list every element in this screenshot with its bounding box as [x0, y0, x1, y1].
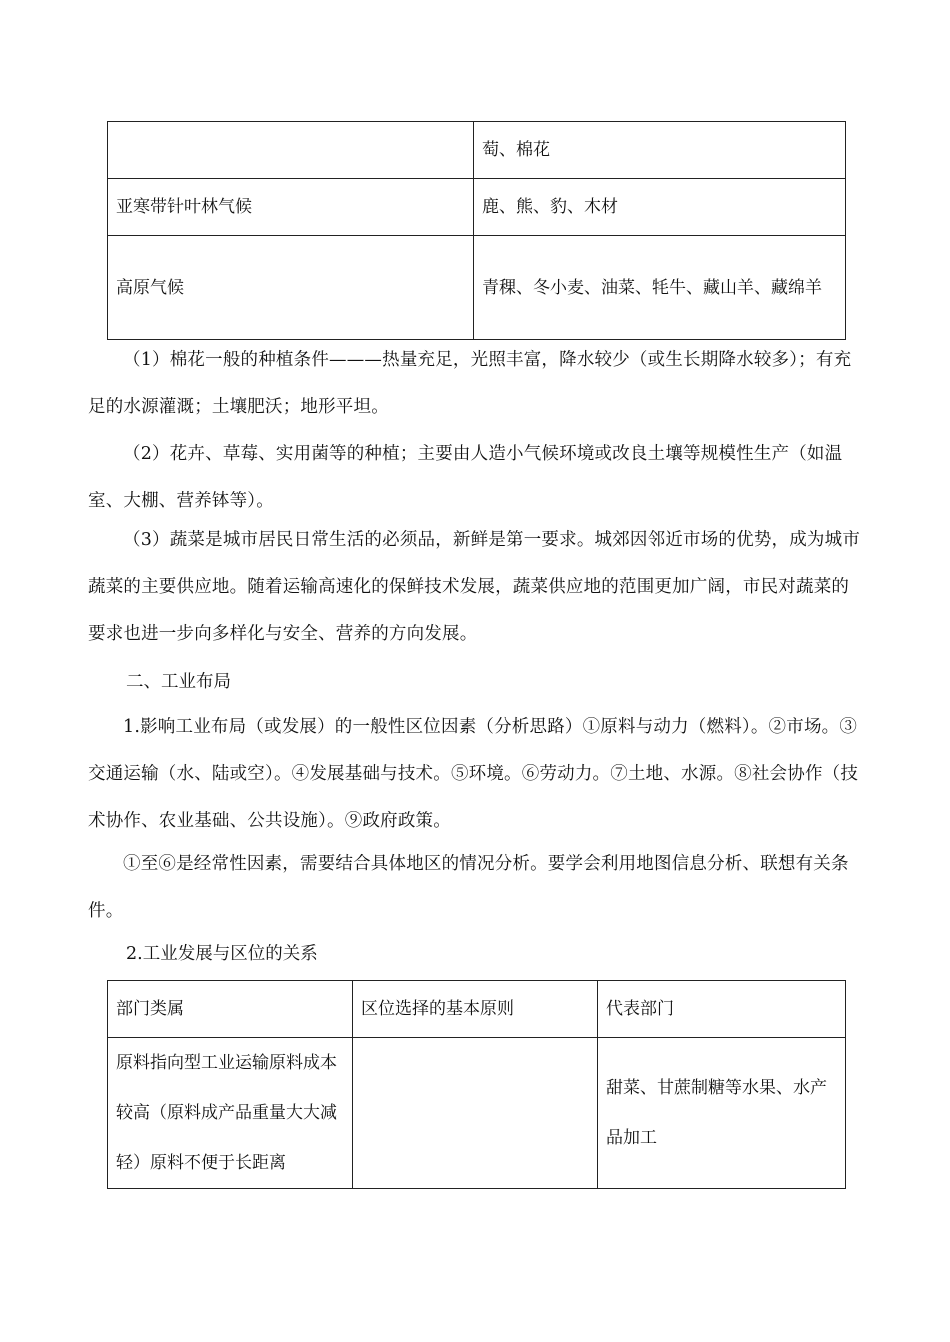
table-row — [108, 236, 846, 340]
paragraph-flowers: （2）花卉、草莓、实用菌等的种植；主要由人造小气候环境或改良土壤等规模性生产（如温室、大棚、营养钵等）。 — [88, 444, 843, 511]
products-cell: 鹿、熊、豹、木材 — [474, 179, 846, 236]
header-example: 代表部门 — [598, 981, 846, 1038]
principle-cell — [353, 1038, 598, 1189]
table-row — [108, 1038, 846, 1189]
table-row — [108, 179, 846, 236]
industry-location-table — [107, 980, 846, 1189]
climate-cell: 高原气候 — [108, 236, 474, 340]
climate-cell: 亚寒带针叶林气候 — [108, 179, 474, 236]
paragraph-location-factors: 1.影响工业布局（或发展）的一般性区位因素（分析思路）①原料与动力（燃料）。②市场。③交通运输（水、陆或空）。④发展基础与技术。⑤环境。⑥劳动力。⑦土地、水源。⑧社会协作（技术协作、农业基础、公共设施）。⑨政府政策。 — [88, 717, 859, 831]
category-cell: 原料指向型工业运输原料成本较高（原料成产品重量大大减轻）原料不便于长距离 — [108, 1038, 353, 1189]
table-row — [108, 122, 846, 179]
paragraph-vegetables: （3）蔬菜是城市居民日常生活的必须品，新鲜是第一要求。城郊因邻近市场的优势，成为城市蔬菜的主要供应地。随着运输高速化的保鲜技术发展，蔬菜供应地的范围更加广阔，市民对蔬菜的要求也进一步向多样化与安全、营养的方向发展。 — [88, 530, 861, 644]
paragraph-regular-factors: ①至⑥是经常性因素，需要结合具体地区的情况分析。要学会利用地图信息分析、联想有关条件。 — [88, 854, 849, 921]
section-heading: 二、工业布局 — [126, 672, 231, 692]
climate-products-table — [107, 121, 846, 340]
header-principle: 区位选择的基本原则 — [353, 981, 598, 1038]
paragraph-cotton: （1）棉花一般的种植条件———热量充足，光照丰富，降水较少（或生长期降水较多）；有充足的水源灌溉；土壤肥沃；地形平坦。 — [88, 350, 852, 417]
subsection-heading: 2.工业发展与区位的关系 — [126, 944, 318, 964]
products-cell: 萄、棉花 — [474, 122, 846, 179]
products-cell: 青稞、冬小麦、油菜、牦牛、藏山羊、藏绵羊 — [474, 236, 846, 340]
example-cell: 甜菜、甘蔗制糖等水果、水产品加工 — [598, 1038, 846, 1189]
climate-cell — [108, 122, 474, 179]
table-header-row — [108, 981, 846, 1038]
header-category: 部门类属 — [108, 981, 353, 1038]
